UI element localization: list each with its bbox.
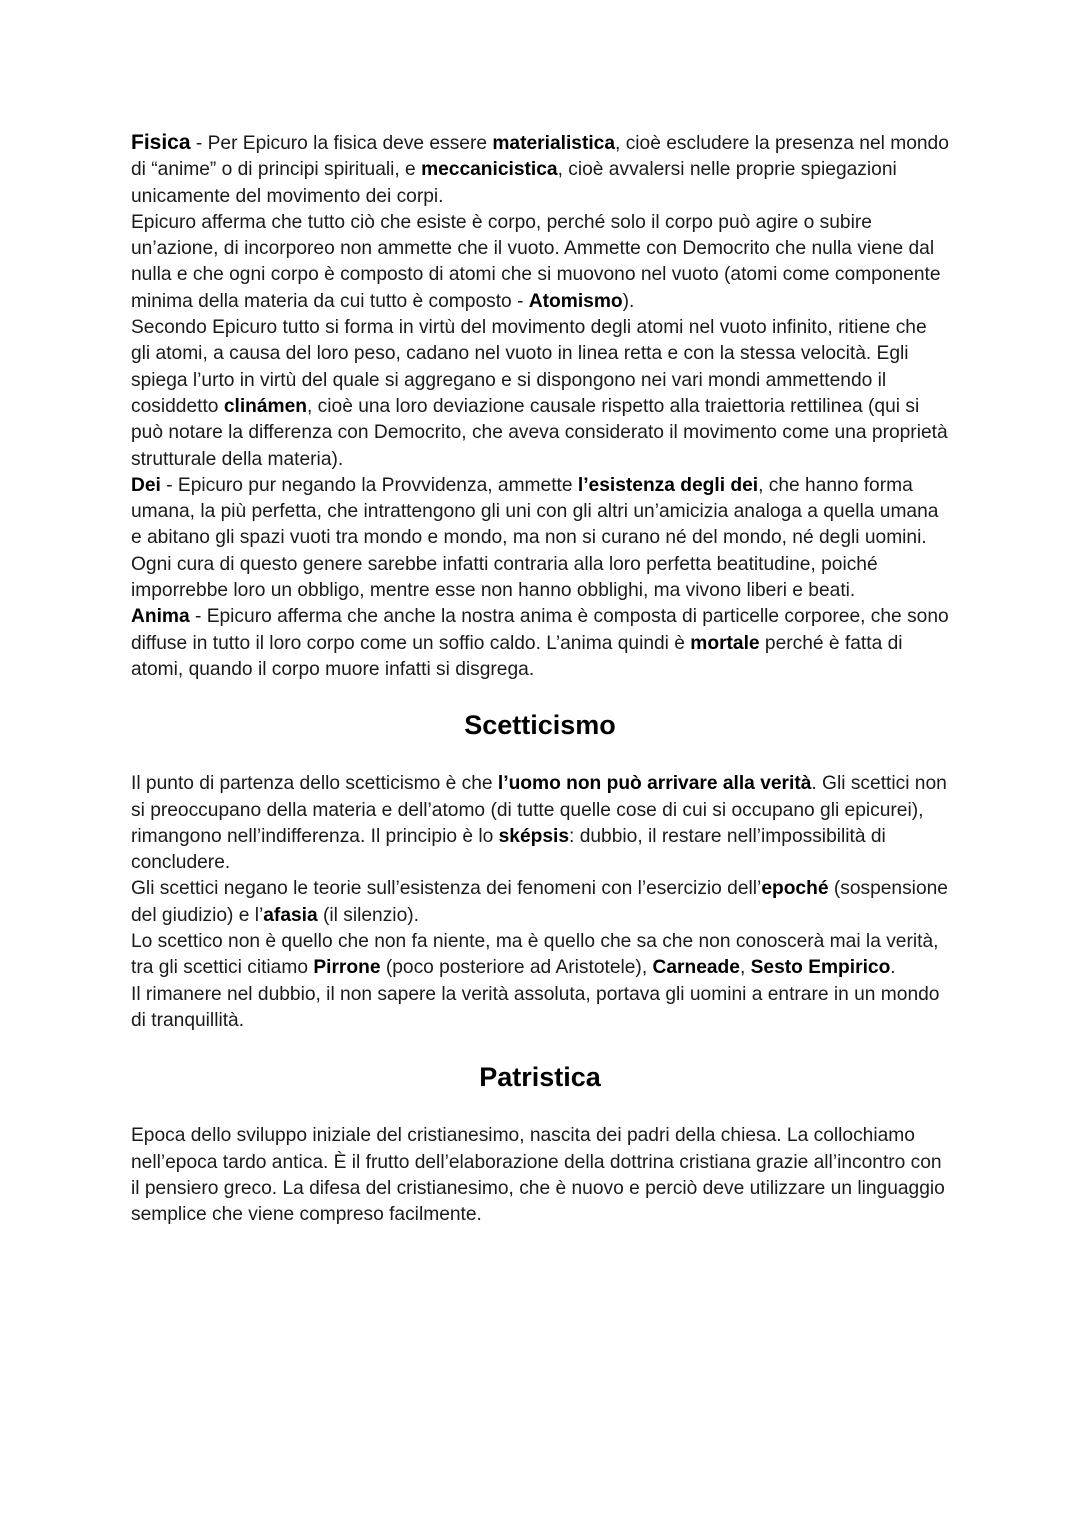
lead-in-fisica: Fisica [131, 131, 191, 154]
text-fragment: (il silenzio). [317, 904, 419, 926]
paragraph-anima [131, 604, 949, 683]
paragraph-corpo [131, 210, 949, 315]
term-carneade: Carneade [652, 957, 740, 979]
text-fragment: Secondo Epicuro tutto si forma in virtù del movimento degli atomi nel vuoto infinito, ritiene che gli atomi, a causa del loro peso, cadano nel vuoto in linea retta e con la stessa velocità. Egli spiega l’urto in virtù del quale si aggregano e si dispongono nei vari mondi ammettendo il cosiddetto [131, 317, 927, 417]
term-clinamen: clinámen [223, 395, 307, 417]
text-fragment: Il punto di partenza dello scetticismo è che [131, 773, 498, 795]
term-atomismo: Atomismo [528, 290, 623, 312]
text-fragment: - Per Epicuro la fisica deve essere [190, 133, 493, 154]
lead-in-anima: Anima [131, 606, 190, 628]
text-fragment: Gli scettici negano le teorie sull’esistenza dei fenomeni con l’esercizio dell’ [131, 878, 762, 900]
text-fragment: ). [622, 290, 635, 312]
text-fragment: - Epicuro pur negando la Provvidenza, ammette [160, 474, 578, 496]
term-meccanicistica: meccanicistica [421, 159, 558, 181]
text-fragment: . [890, 957, 896, 979]
text-fragment: (poco posteriore ad Aristotele), [380, 957, 653, 979]
text-fragment: Epicuro afferma che tutto ciò che esiste è corpo, perché solo il corpo può agire o subire un’azione, di incorporeo non ammette che il vuoto. Ammette con Democrito che nulla viene dal nulla e che ogni corpo è composto di atomi che si muovono nel vuoto (atomi come componente minima della materia da cui tutto è composto - [131, 211, 941, 312]
lead-in-dei: Dei [131, 474, 161, 496]
text-fragment: , cioè avvalersi nelle proprie spiegazioni unicamente del movimento dei corpi. [131, 159, 897, 207]
text-fragment: perché è fatta di atomi, quando il corpo muore infatti si disgrega. [131, 632, 903, 680]
paragraph-clinamen [131, 315, 949, 473]
text-fragment: , [739, 957, 751, 979]
term-pirrone: Pirrone [313, 957, 381, 979]
paragraph-fisica [131, 130, 949, 210]
document-page [131, 130, 949, 1228]
text-fragment: , che hanno forma umana, la più perfetta, che intrattengono gli uni con gli altri un’amicizia analoga a quella umana e abitano gli spazi vuoti tra mondo e mondo, ma non si curano né del mondo, né degli uomini. Ogni cura di questo genere sarebbe infatti contraria alla loro perfetta beatitudine, poiché imporrebbe loro un obbligo, mentre esse non hanno obblighi, ma vivono liberi e beati. [131, 474, 939, 602]
term-mortale: mortale [690, 632, 760, 654]
term-esistenza-dei: l’esistenza degli dei [577, 474, 759, 496]
heading-scetticismo: Scetticismo [464, 710, 616, 741]
text-fragment: Lo scettico non è quello che non fa niente, ma è quello che sa che non conoscerà mai la verità, tra gli scettici citiamo [131, 931, 939, 979]
term-epoche: epoché [761, 878, 829, 900]
text-fragment: - Epicuro afferma che anche la nostra anima è composta di particelle corporee, che sono diffuse in tutto il loro corpo come un soffio caldo. L’anima quindi è [131, 606, 949, 654]
heading-patristica: Patristica [479, 1062, 601, 1093]
paragraph-scetticismo-1 [131, 771, 949, 876]
term-skepsis: sképsis [498, 825, 570, 847]
text-fragment: , cioè una loro deviazione causale rispetto alla traiettoria rettilinea (qui si può notare la differenza con Democrito, che aveva considerato il movimento come una proprietà strutturale della materia). [131, 395, 948, 470]
text-fragment: (sospensione del giudizio) e l’ [131, 878, 948, 926]
paragraph-scetticismo-4: Il rimanere nel dubbio, il non sapere la verità assoluta, portava gli uomini a entrare in un mondo di tranquillità. [131, 983, 940, 1031]
paragraph-patristica: Epoca dello sviluppo iniziale del cristianesimo, nascita dei padri della chiesa. La collochiamo nell’epoca tardo antica. È il frutto dell’elaborazione della dottrina cristiana grazie all’incontro con il pensiero greco. La difesa del cristianesimo, che è nuovo e perciò deve utilizzare un linguaggio semplice che viene compreso facilmente. [131, 1125, 945, 1226]
paragraph-dei [131, 473, 949, 604]
paragraph-scetticismo-2 [131, 876, 949, 929]
text-fragment: , cioè escludere la presenza nel mondo di “anime” o di principi spirituali, e [131, 133, 949, 181]
text-fragment: . Gli scettici non si preoccupano della materia e dell’atomo (di tutte quelle cose di cui si occupano gli epicurei), rimangono nell’indifferenza. Il principio è lo [131, 773, 947, 847]
text-fragment: : dubbio, il restare nell’impossibilità di concludere. [131, 825, 886, 874]
term-sesto-empirico: Sesto Empirico [750, 957, 891, 979]
paragraph-scetticismo-3 [131, 929, 949, 982]
term-afasia: afasia [263, 904, 318, 926]
term-materialistica: materialistica [492, 133, 616, 154]
term-verita: l’uomo non può arrivare alla verità [497, 773, 812, 795]
